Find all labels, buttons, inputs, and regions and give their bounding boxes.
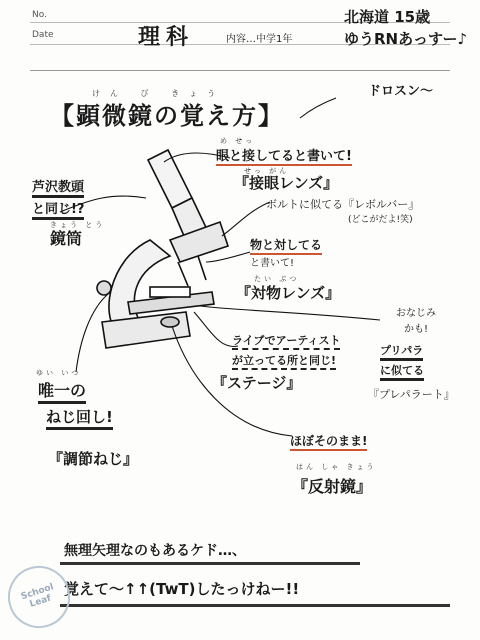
school-leaf-logo: School Leaf <box>0 558 78 636</box>
stage-name: 『ステージ』 <box>212 374 302 392</box>
knob-hint-2: ねじ回し! <box>46 406 113 430</box>
region-age: 北海道 15歳 <box>344 8 431 26</box>
knob-hint-1: 唯一の <box>38 378 86 404</box>
mirror-hint: ほぼそのまま! <box>290 432 367 451</box>
no-label: No. <box>32 10 47 20</box>
tube-hint-1: 芦沢教頭 <box>32 176 84 198</box>
eyepiece-name-ruby: せっ がん <box>244 167 290 175</box>
page-title: 【顕微鏡の覚え方】 <box>50 102 284 130</box>
stage-hint-1: ライブでアーティスト <box>232 332 340 350</box>
content-note: 内容…中学1年 <box>226 34 293 45</box>
title-ruby: けん び きょう <box>92 89 226 98</box>
knob-name: 『調節ねじ』 <box>48 450 139 468</box>
tube-name: 鏡筒 <box>50 229 83 248</box>
stage-hint-2: が立ってる所と同じ! <box>232 352 336 370</box>
tube-hint-2: と同じ!? <box>32 198 84 220</box>
eyepiece-name: 『接眼レンズ』 <box>234 174 339 192</box>
tube-ruby: きょう とう <box>50 221 106 229</box>
objective-hint-1: 物と対してる <box>250 236 322 255</box>
subject: 理科 <box>138 25 195 50</box>
slide-hint-4: に似てる <box>380 362 424 381</box>
author: ゆうRNあっすー♪ <box>344 30 468 48</box>
objective-ruby: たい ぶつ <box>254 275 300 283</box>
objective-name: 『対物レンズ』 <box>236 284 341 302</box>
mirror-name: 『反射鏡』 <box>292 477 373 496</box>
footer-line-1: 無理矢理なのもあるケド…、 <box>64 543 246 559</box>
slide-hint-2: かも! <box>404 324 429 335</box>
footer-rule-2 <box>60 604 450 607</box>
footer-rule-1 <box>60 562 360 565</box>
eyepiece-hint: 眼と接してると書いて! <box>216 145 352 166</box>
objective-hint-2: と書いて! <box>250 258 295 269</box>
revolver-aside: (どこがだよ!笑) <box>348 215 413 225</box>
date-label: Date <box>32 30 54 40</box>
slide-name: 『プレパラート』 <box>368 388 455 401</box>
title-aside: ドロスン〜 <box>368 84 434 99</box>
footer-line-2: 覚えて〜↑↑(TwT)したっけねー!! <box>64 580 300 598</box>
knob-ruby: ゆい いつ <box>36 369 82 377</box>
revolver-hint: ボルトに似てる『レボルバー』 <box>266 198 420 211</box>
eyepiece-hint-ruby: め せっ <box>220 137 256 145</box>
slide-hint-3: プリパラ <box>380 342 423 361</box>
slide-hint-1: おなじみ <box>396 308 436 319</box>
mirror-ruby: はん しゃ きょう <box>296 463 377 471</box>
